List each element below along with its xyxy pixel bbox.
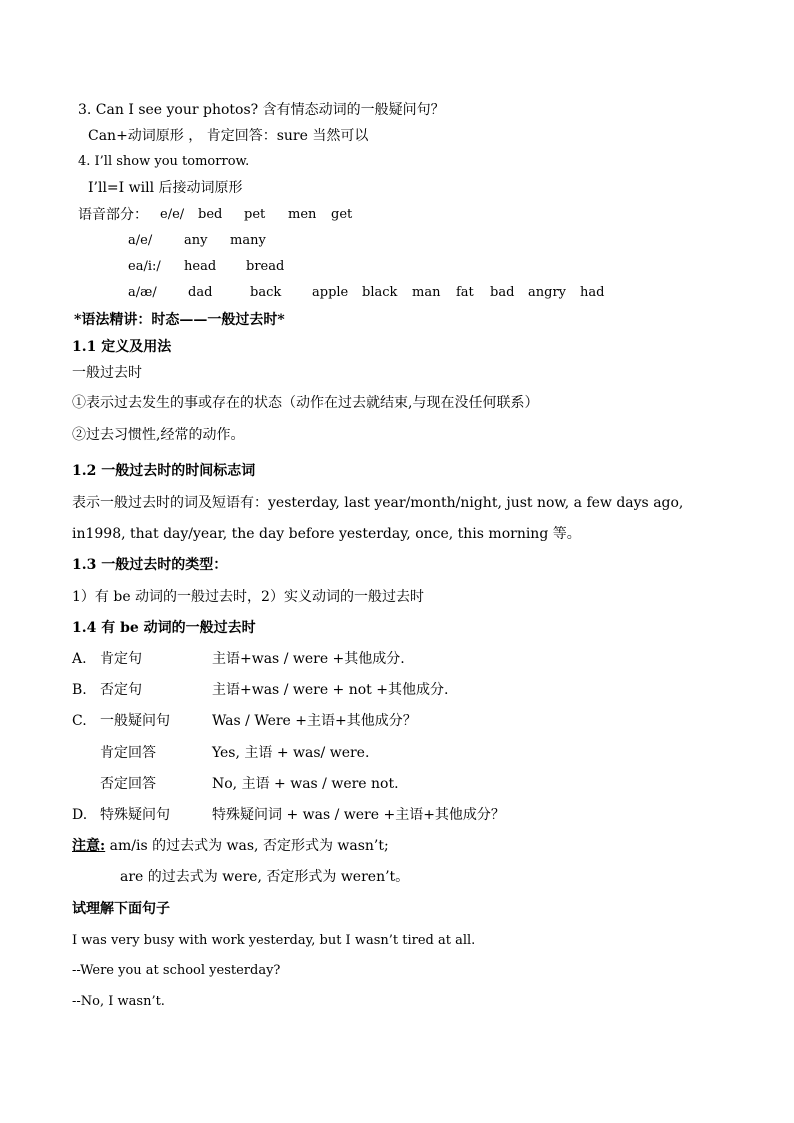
phonics-word: pet: [244, 207, 266, 222]
phonics-word: fat: [456, 285, 474, 300]
section-1-2-para-1: 表示一般过去时的词及短语有：yesterday, last year/month/night, just now, a few days ago,: [72, 495, 684, 511]
item-4-sentence: 4. I’ll show you tomorrow.: [78, 154, 250, 169]
row-pattern: 主语+was / were + not +其他成分.: [212, 682, 449, 698]
section-1-3-para: 1）有 be 动词的一般过去时，2）实义动词的一般过去时: [72, 589, 424, 605]
section-1-1-heading: 1.1 定义及用法: [72, 339, 172, 355]
phonics-word: had: [580, 285, 605, 300]
row-label: 肯定句: [100, 651, 142, 667]
phonics-sound: e/e/: [160, 207, 185, 222]
phonics-word: head: [184, 259, 217, 274]
row-pattern: 特殊疑问词 + was / were +主语+其他成分？: [212, 807, 505, 823]
phonics-word: bad: [490, 285, 515, 300]
phonics-label: 语音部分：: [78, 207, 148, 223]
practice-sentence-2: --Were you at school yesterday?: [72, 963, 281, 978]
practice-sentence-1: I was very busy with work yesterday, but I wasn’t tired at all.: [72, 933, 476, 948]
phonics-word: back: [250, 285, 282, 300]
section-1-2-para-2: in1998, that day/year, the day before yesterday, once, this morning 等。: [72, 526, 581, 542]
phonics-word: men: [288, 207, 317, 222]
row-pattern: Yes, 主语 + was/ were.: [212, 745, 370, 761]
section-1-1-point-1: ①表示过去发生的事或存在的状态（动作在过去就结束,与现在没任何联系）: [72, 395, 539, 411]
row-marker: D.: [72, 807, 88, 823]
note-line-1: [72, 837, 389, 855]
row-label: 特殊疑问句: [100, 807, 170, 823]
row-pattern: Was / Were +主语+其他成分？: [212, 713, 417, 729]
row-pattern: No, 主语 + was / were not.: [212, 776, 399, 792]
phonics-word: angry: [528, 285, 567, 300]
phonics-word: black: [362, 285, 398, 300]
item-4-note: I’ll=I will 后接动词原形: [88, 180, 243, 196]
phonics-word: many: [230, 233, 266, 248]
row-label: 一般疑问句: [100, 713, 170, 729]
phonics-word: dad: [188, 285, 213, 300]
note-label: 注意:: [72, 838, 106, 854]
phonics-sound: a/æ/: [128, 285, 157, 300]
row-pattern: 主语+was / were +其他成分.: [212, 651, 405, 667]
phonics-sound: ea/i:/: [128, 259, 161, 274]
phonics-word: get: [331, 207, 353, 222]
section-1-1-point-2: ②过去习惯性,经常的动作。: [72, 427, 245, 443]
phonics-word: bed: [198, 207, 223, 222]
note-text-1: am/is 的过去式为 was, 否定形式为 wasn’t;: [105, 838, 389, 854]
row-label: 否定句: [100, 682, 142, 698]
practice-sentence-3: --No, I wasn’t.: [72, 994, 165, 1009]
note-line-2: are 的过去式为 were, 否定形式为 weren’t。: [120, 869, 410, 885]
section-1-3-heading: 1.3 一般过去时的类型：: [72, 557, 228, 573]
phonics-sound: a/e/: [128, 233, 153, 248]
section-1-4-heading: 1.4 有 be 动词的一般过去时: [72, 620, 256, 636]
phonics-word: any: [184, 233, 208, 248]
phonics-word: bread: [246, 259, 285, 274]
row-marker: A.: [72, 651, 87, 667]
practice-heading: 试理解下面句子: [72, 901, 170, 917]
section-1-1-term: 一般过去时: [72, 365, 142, 381]
row-label: 肯定回答: [100, 745, 156, 761]
item-3-question: 3. Can I see your photos? 含有情态动词的一般疑问句？: [78, 102, 445, 118]
phonics-word: man: [412, 285, 441, 300]
row-marker: B.: [72, 682, 87, 698]
phonics-word: apple: [312, 285, 349, 300]
section-1-2-heading: 1.2 一般过去时的时间标志词: [72, 463, 256, 479]
item-3-note: Can+动词原形 ， 肯定回答：sure 当然可以: [88, 128, 369, 144]
row-marker: C.: [72, 713, 87, 729]
grammar-heading: *语法精讲：时态——一般过去时*: [74, 312, 285, 328]
row-label: 否定回答: [100, 776, 156, 792]
